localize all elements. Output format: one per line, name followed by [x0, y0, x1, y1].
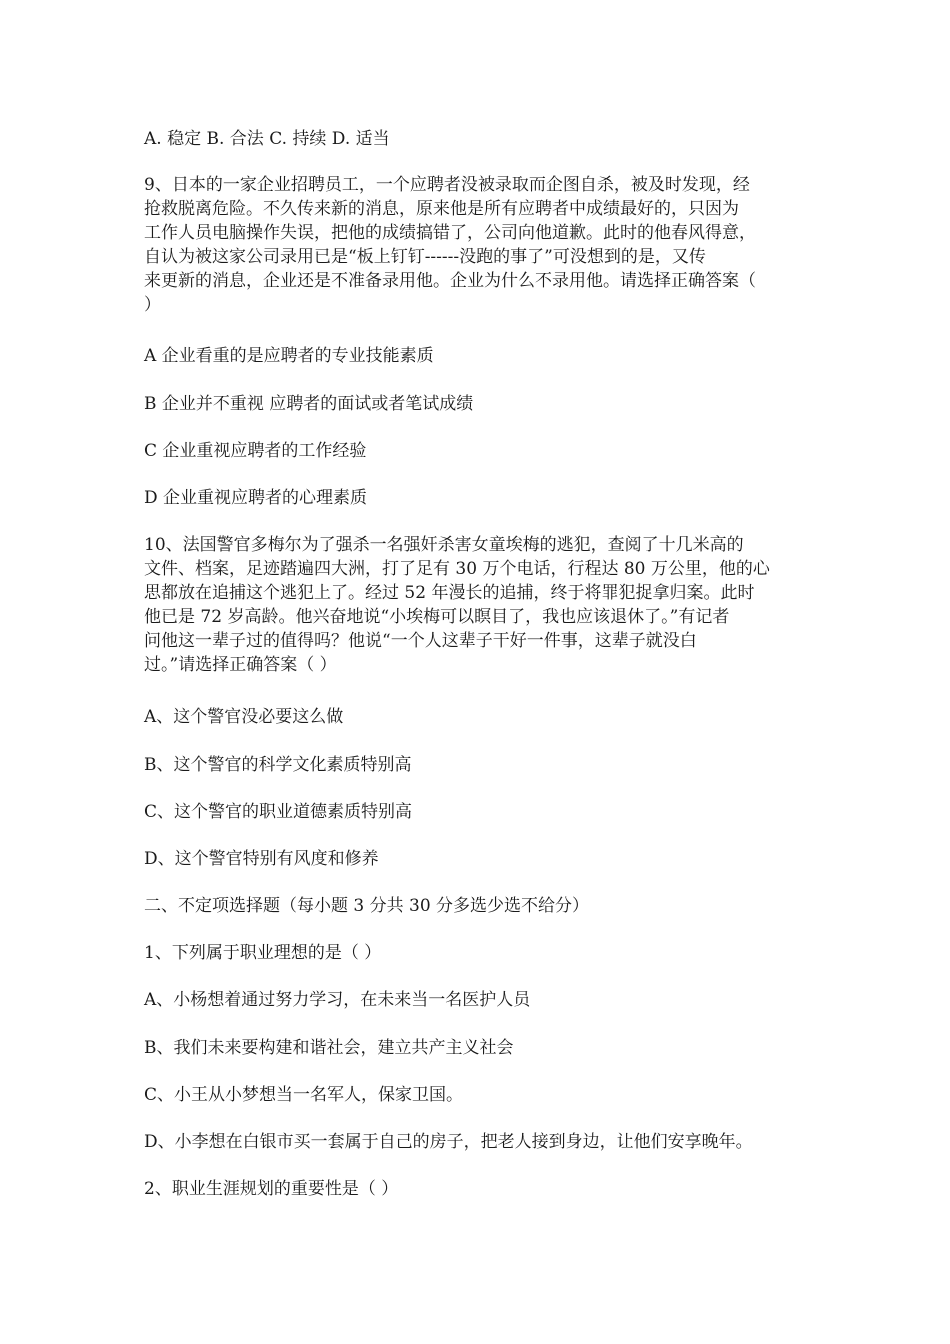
s2-q1-option-a: A、小杨想着通过努力学习，在未来当一名医护人员 [144, 990, 531, 1010]
q10-stem [144, 533, 810, 677]
s2-q1-option-d: D、小李想在白银市买一套属于自己的房子，把老人接到身边，让他们安享晚年。 [144, 1132, 753, 1152]
q9-stem-line: ） [144, 295, 161, 315]
q10-option-c: C、这个警官的职业道德素质特别高 [144, 802, 413, 822]
q10-stem-line: 他已是 72 岁高龄。他兴奋地说“小埃梅可以瞑目了，我也应该退休了。”有记者 [144, 607, 730, 627]
q9-option-a: A 企业看重的是应聘者的专业技能素质 [144, 346, 434, 366]
q10-stem-line: 文件、档案，足迹踏遍四大洲，打了足有 30 万个电话，行程达 80 万公里，他的心 [144, 559, 770, 579]
s2-q2-stem: 2、职业生涯规划的重要性是（ ） [144, 1179, 399, 1199]
q9-option-b: B 企业并不重视 应聘者的面试或者笔试成绩 [144, 394, 474, 414]
q10-stem-line: 问他这一辈子过的值得吗？他说“一个人这辈子干好一件事，这辈子就没白 [144, 631, 697, 651]
q10-option-a: A、这个警官没必要这么做 [144, 707, 344, 727]
section-heading: 二、不定项选择题（每小题 3 分共 30 分多选少选不给分） [144, 896, 590, 916]
q9-stem-line: 自认为被这家公司录用已是“板上钉钉------没跑的事了”可没想到的是，又传 [144, 247, 706, 267]
q10-stem-line: 10、法国警官多梅尔为了强杀一名强奸杀害女童埃梅的逃犯，查阅了十几米高的 [144, 535, 744, 555]
q10-option-b: B、这个警官的科学文化素质特别高 [144, 755, 412, 775]
s2-q1-option-c: C、小王从小梦想当一名军人，保家卫国。 [144, 1085, 464, 1105]
q10-stem-line: 过。”请选择正确答案（ ） [144, 655, 337, 675]
q9-stem-line: 9、日本的一家企业招聘员工，一个应聘者没被录取而企图自杀，被及时发现，经 [144, 175, 750, 195]
q10-option-d: D、这个警官特别有风度和修养 [144, 849, 379, 869]
q9-stem-line: 抢救脱离危险。不久传来新的消息，原来他是所有应聘者中成绩最好的，只因为 [144, 199, 739, 219]
q9-option-d: D 企业重视应聘者的心理素质 [144, 488, 368, 508]
q9-stem [144, 173, 810, 317]
s2-q1-option-b: B、我们未来要构建和谐社会，建立共产主义社会 [144, 1038, 514, 1058]
q9-option-c: C 企业重视应聘者的工作经验 [144, 441, 367, 461]
q9-stem-line: 来更新的消息，企业还是不准备录用他。企业为什么不录用他。请选择正确答案（ [144, 271, 756, 291]
q10-stem-line: 思都放在追捕这个逃犯上了。经过 52 年漫长的追捕，终于将罪犯捉拿归案。此时 [144, 583, 755, 603]
q9-stem-line: 工作人员电脑操作失误，把他的成绩搞错了，公司向他道歉。此时的他春风得意， [144, 223, 756, 243]
q8-options: A. 稳定 B. 合法 C. 持续 D. 适当 [144, 129, 390, 149]
s2-q1-stem: 1、下列属于职业理想的是（ ） [144, 943, 382, 963]
